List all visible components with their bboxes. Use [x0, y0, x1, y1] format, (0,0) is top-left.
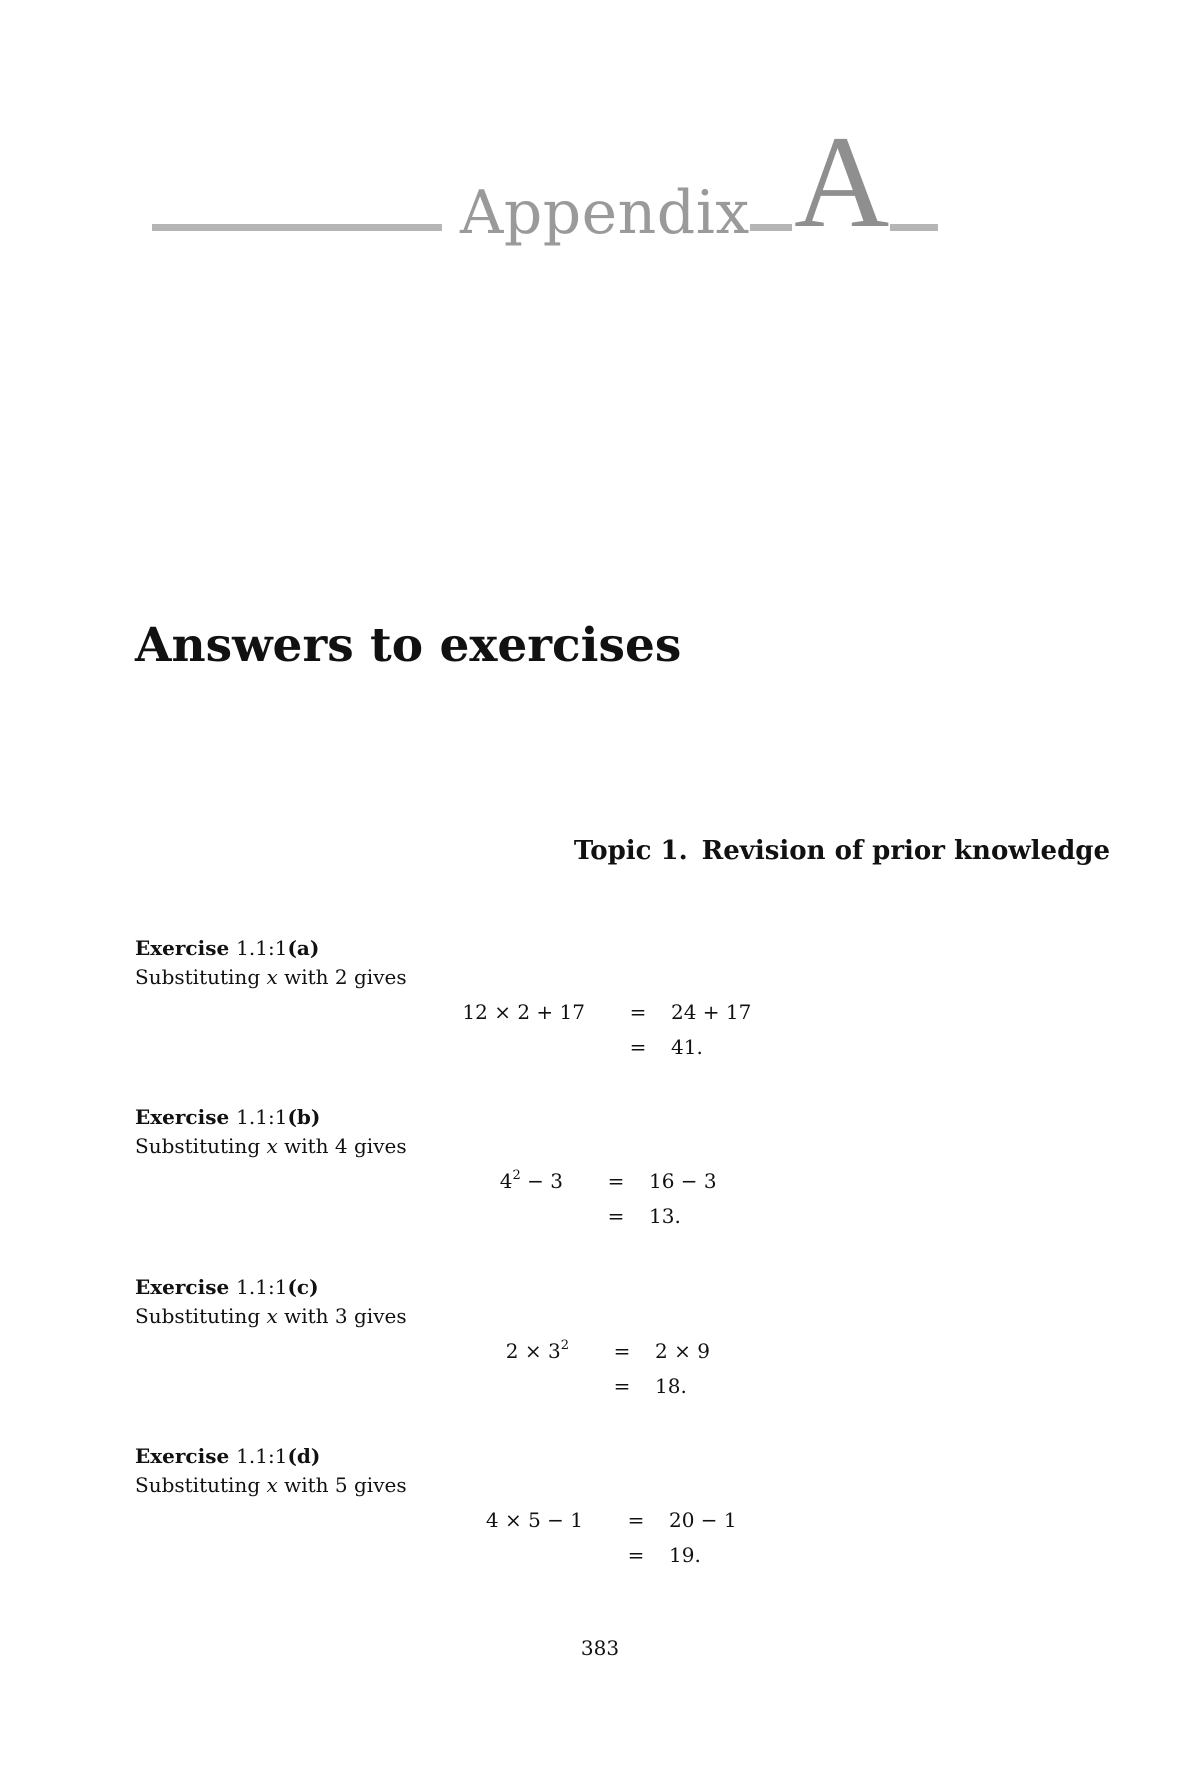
- header-rule-middle: [750, 224, 792, 231]
- intro-text: Substituting: [135, 965, 267, 989]
- topic-label: Topic 1.: [573, 836, 688, 866]
- equation-lhs: [506, 1339, 569, 1363]
- intro-text: Substituting: [135, 1134, 267, 1158]
- exercise-part: (d): [287, 1444, 321, 1468]
- equation-result: 13.: [649, 1204, 681, 1228]
- equation: [135, 1339, 1115, 1409]
- exercise-title: [135, 1442, 1115, 1471]
- header-rule-left: [152, 224, 442, 231]
- appendix-word: Appendix: [460, 178, 750, 248]
- exercise-part: (a): [287, 936, 320, 960]
- equals-sign: =: [613, 1339, 631, 1363]
- equation-row: [135, 1339, 1115, 1369]
- equals-sign: =: [607, 1169, 625, 1193]
- equation-row: [135, 1508, 1115, 1538]
- appendix-header: [152, 108, 952, 258]
- exercise-part: (b): [287, 1105, 321, 1129]
- intro-text-end: with 5 gives: [277, 1473, 407, 1497]
- exercise-part: (c): [287, 1275, 319, 1299]
- equation-rhs: 24 + 17: [671, 1000, 752, 1024]
- equals-sign: =: [627, 1508, 645, 1532]
- intro-text: Substituting: [135, 1304, 267, 1328]
- exercise-intro: [135, 1471, 1115, 1500]
- equation: [135, 1000, 1115, 1070]
- intro-text: Substituting: [135, 1473, 267, 1497]
- exercise-a: [135, 934, 1115, 1070]
- exercise-b: [135, 1103, 1115, 1239]
- equation: [135, 1169, 1115, 1239]
- equals-sign: =: [607, 1204, 625, 1228]
- intro-text-end: with 4 gives: [277, 1134, 407, 1158]
- exercise-number: 1.1:1: [236, 1275, 288, 1299]
- variable: x: [266, 1304, 278, 1328]
- page-number: 383: [580, 1636, 620, 1660]
- intro-text-end: with 3 gives: [277, 1304, 407, 1328]
- equation-rhs: 16 − 3: [649, 1169, 717, 1193]
- exponent: 2: [560, 1338, 569, 1353]
- equals-sign: =: [613, 1374, 631, 1398]
- exercise-label: Exercise: [135, 1444, 230, 1468]
- exercise-number: 1.1:1: [236, 936, 288, 960]
- equation-lhs: 4 × 5 − 1: [485, 1508, 583, 1532]
- exponent: 2: [512, 1168, 521, 1183]
- variable: x: [266, 965, 278, 989]
- exercise-title: [135, 1273, 1115, 1302]
- equation-result: 19.: [669, 1543, 701, 1567]
- exercise-label: Exercise: [135, 1275, 230, 1299]
- exercise-label: Exercise: [135, 1105, 230, 1129]
- exercise-intro: [135, 1302, 1115, 1331]
- equation-result: 18.: [655, 1374, 687, 1398]
- topic-title: Revision of prior knowledge: [701, 836, 1110, 866]
- equation-row: [135, 1035, 1115, 1065]
- intro-text-end: with 2 gives: [277, 965, 407, 989]
- header-rule-right: [890, 224, 938, 231]
- equation-row: [135, 1374, 1115, 1404]
- exercise-c: [135, 1273, 1115, 1409]
- exercise-title: [135, 1103, 1115, 1132]
- variable: x: [266, 1473, 278, 1497]
- equation-row: [135, 1000, 1115, 1030]
- exercise-intro: [135, 963, 1115, 992]
- equation-rhs: 20 − 1: [669, 1508, 737, 1532]
- equation-rhs: 2 × 9: [655, 1339, 710, 1363]
- equation-result: 41.: [671, 1035, 703, 1059]
- topic-heading: [574, 836, 1110, 866]
- variable: x: [266, 1134, 278, 1158]
- equals-sign: =: [627, 1543, 645, 1567]
- equation-lhs: 12 × 2 + 17: [462, 1000, 585, 1024]
- exercise-intro: [135, 1132, 1115, 1161]
- exercise-label: Exercise: [135, 936, 230, 960]
- equation-row: [135, 1169, 1115, 1199]
- equals-sign: =: [629, 1000, 647, 1024]
- exercise-title: [135, 934, 1115, 963]
- exercise-d: [135, 1442, 1115, 1578]
- lhs-base: 2 × 3: [505, 1339, 561, 1363]
- equals-sign: =: [629, 1035, 647, 1059]
- chapter-title: Answers to exercises: [135, 618, 682, 673]
- appendix-letter: A: [794, 108, 890, 255]
- exercise-number: 1.1:1: [236, 1444, 288, 1468]
- equation-row: [135, 1204, 1115, 1234]
- equation: [135, 1508, 1115, 1578]
- exercise-number: 1.1:1: [236, 1105, 288, 1129]
- lhs-base: 4: [499, 1169, 513, 1193]
- equation-lhs: [500, 1169, 563, 1193]
- equation-row: [135, 1543, 1115, 1573]
- lhs-rest: − 3: [520, 1169, 563, 1193]
